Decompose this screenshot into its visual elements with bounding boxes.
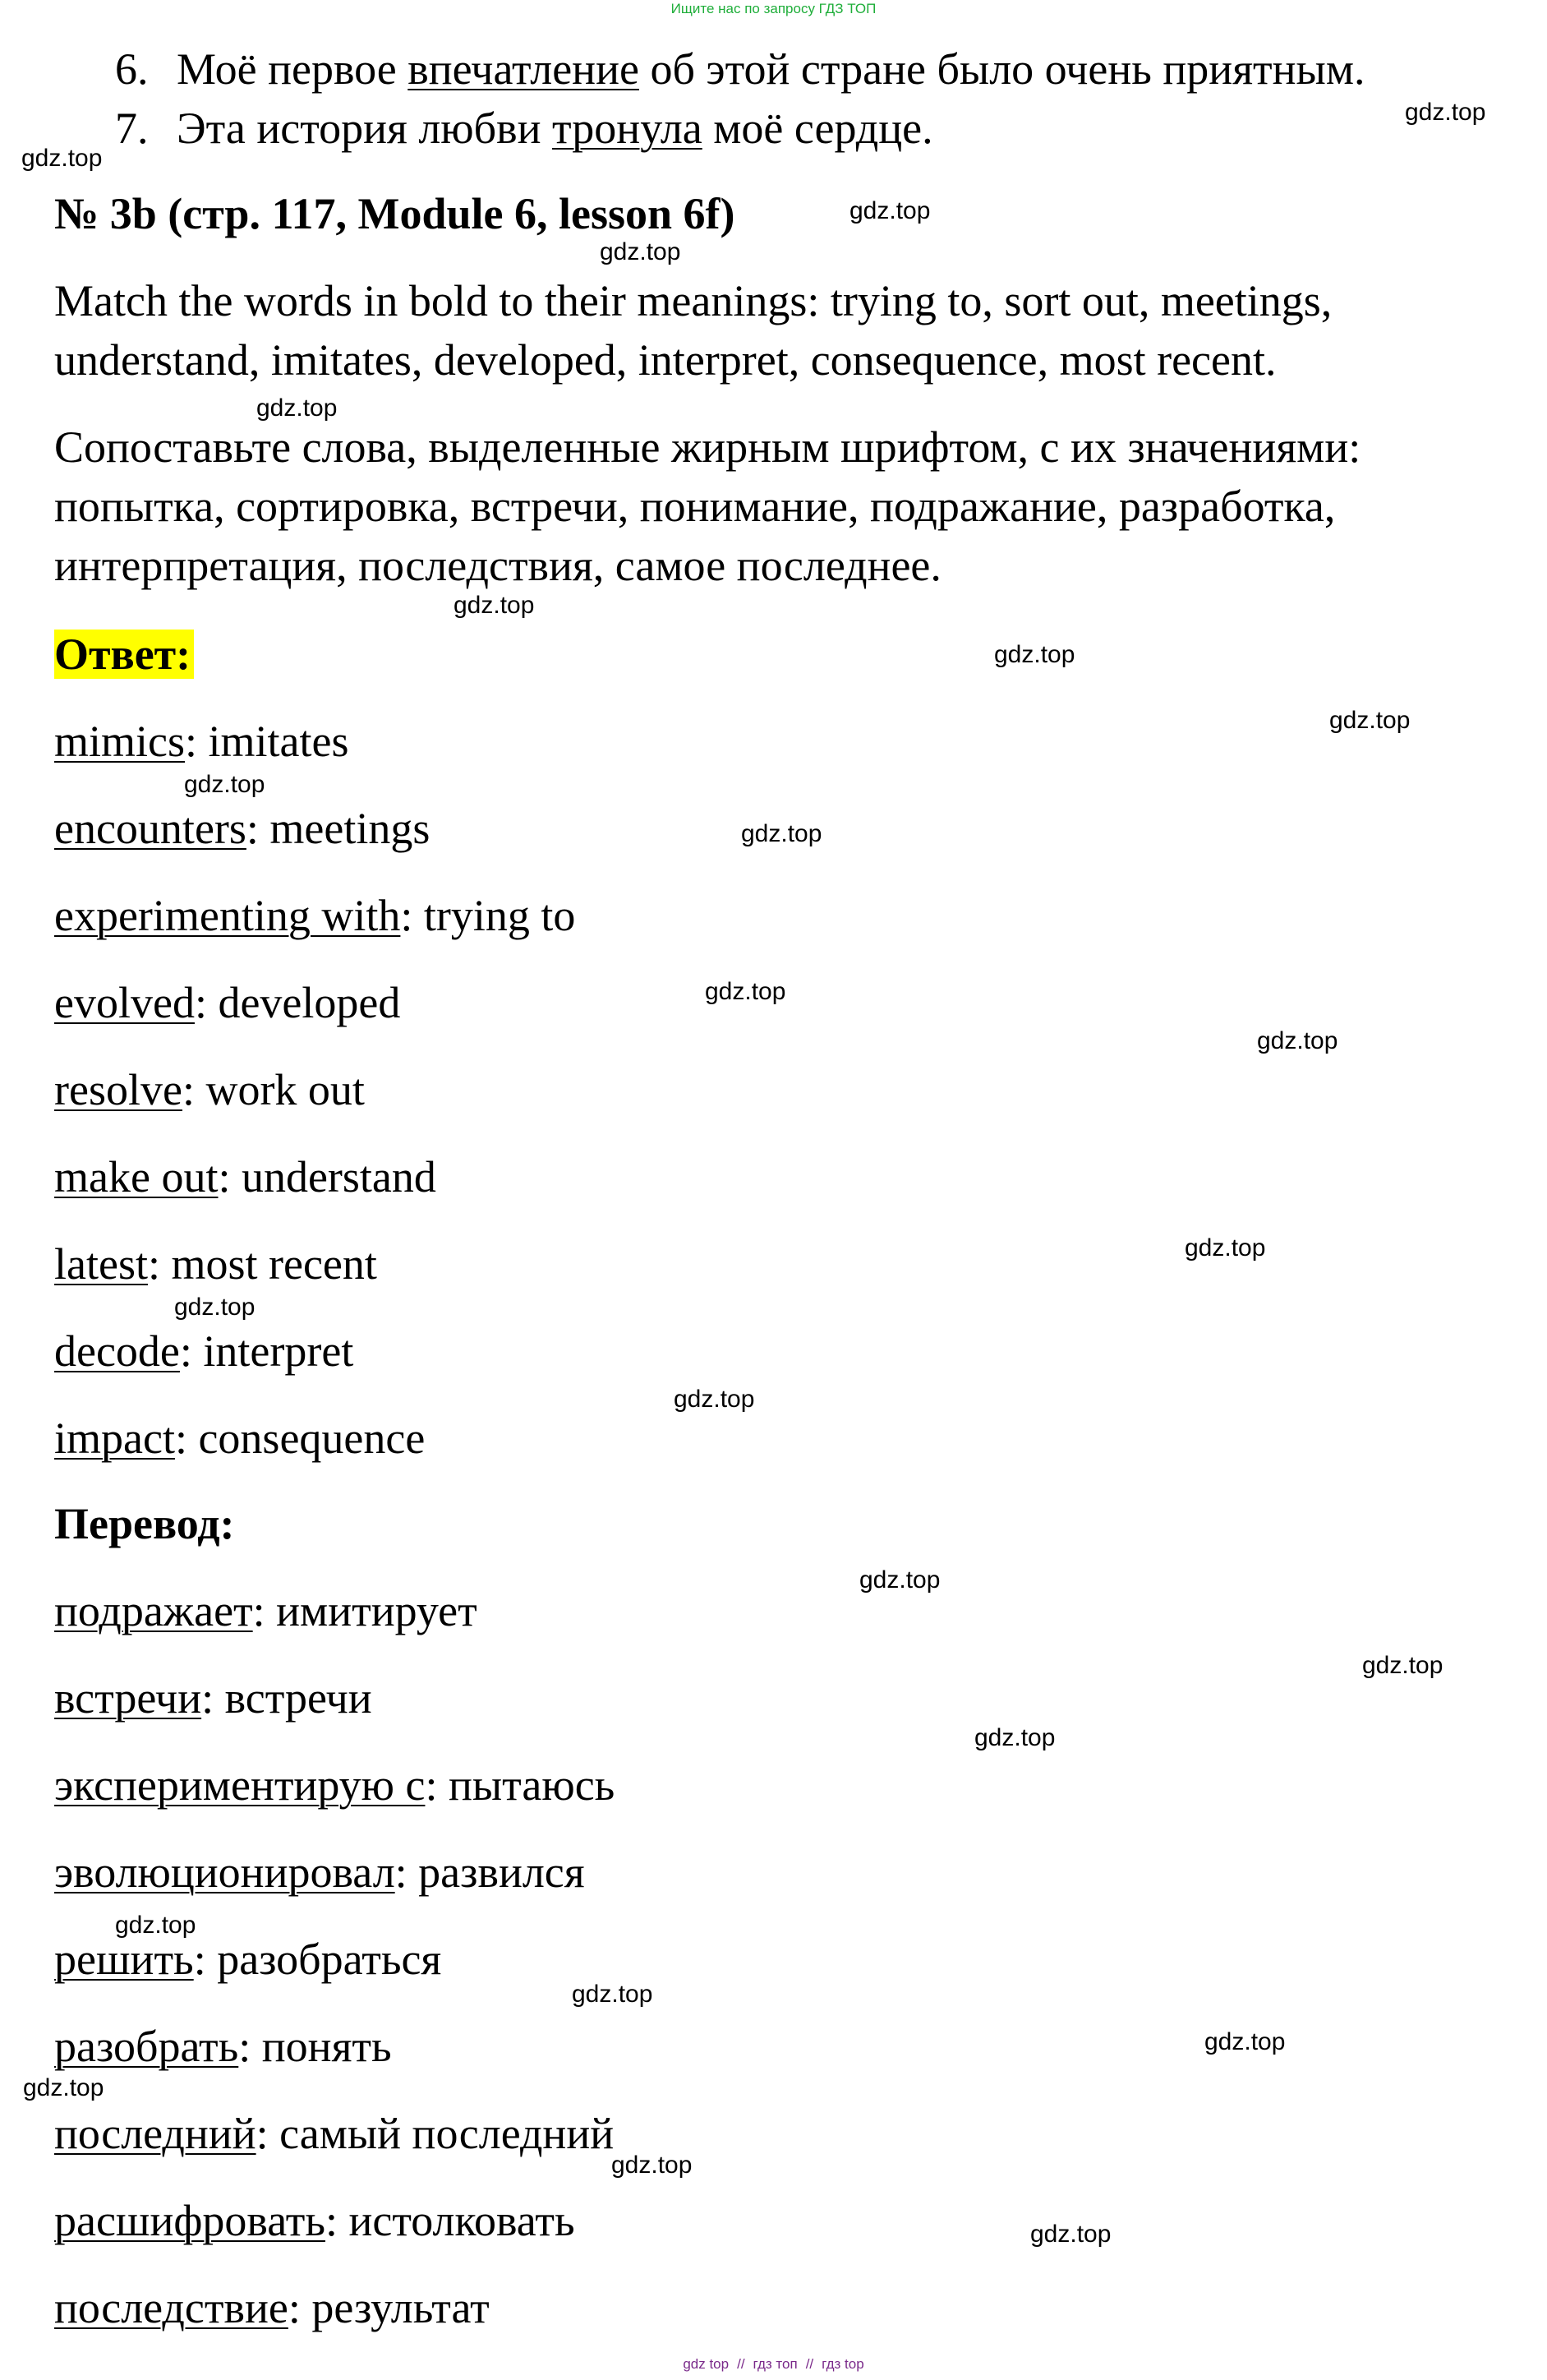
answer-meaning: : meetings [246,804,430,853]
task-heading: № 3b (стр. 117, Module 6, lesson 6f) [54,189,735,238]
translation-item [54,1672,372,1724]
sentence-number: 7. [115,104,149,153]
watermark: gdz.top [115,1912,196,1939]
translation-item [54,2107,614,2160]
answer-label: Ответ: [54,628,194,680]
translation-meaning: : разобраться [193,1935,442,1984]
underlined-word: впечатление [407,44,639,94]
watermark: gdz.top [1204,2028,1286,2055]
translation-item [54,1584,477,1637]
translation-item [54,1759,615,1811]
instruction-ru-line-1: Сопоставьте слова, выделенные жирным шрифтом, с их значениями: [54,422,1361,472]
answer-item [54,715,348,768]
translation-meaning: : истолковать [325,2196,575,2245]
watermark: gdz.top [454,592,535,619]
sentence-6: 6. Моё первое впечатление об этой стране было очень приятным. [115,44,1365,94]
underlined-word: тронула [552,104,702,153]
translation-word: разобрать [54,2022,239,2071]
answer-word: encounters [54,804,246,853]
translation-meaning: : результат [288,2283,490,2332]
watermark: gdz.top [572,1981,653,2008]
translation-meaning: : развился [394,1847,585,1897]
watermark: gdz.top [1030,2221,1112,2248]
answer-meaning: : work out [182,1065,365,1114]
answer-word: make out [54,1152,219,1202]
translation-word: встречи [54,1673,202,1723]
translation-word: последствие [54,2283,288,2332]
answer-item [54,1063,365,1116]
translation-word: экспериментирую с [54,1760,426,1810]
top-banner: Ищите нас по запросу ГДЗ ТОП [670,1,877,16]
answer-item [54,976,400,1029]
watermark: gdz.top [611,2152,693,2179]
watermark: gdz.top [1185,1234,1266,1261]
instruction-ru-line-3: интерпретация, последствия, самое последнее. [54,541,942,590]
translation-meaning: : пытаюсь [425,1760,615,1810]
translation-label: Перевод: [54,1499,235,1548]
answer-meaning: : imitates [185,717,349,766]
watermark: gdz.top [859,1566,941,1594]
translation-item [54,1933,441,1986]
instruction-en-line-2: understand, imitates, developed, interpret, consequence, most recent. [54,335,1277,385]
translation-meaning: : понять [238,2022,392,2071]
sentence-number: 6. [115,44,149,94]
answer-word: evolved [54,978,195,1027]
answer-meaning: : most recent [147,1239,377,1289]
answer-word: experimenting with [54,891,401,940]
bottom-banner: gdz top // гдз топ // гдз top [683,2356,864,2372]
answer-word: decode [54,1326,180,1376]
answer-word: mimics [54,717,185,766]
translation-item [54,2020,392,2073]
watermark: gdz.top [600,238,681,265]
answer-item [54,802,430,855]
answer-meaning: : trying to [400,891,576,940]
watermark: gdz.top [1257,1027,1338,1054]
answer-meaning: : interpret [179,1326,354,1376]
answer-meaning: : developed [194,978,401,1027]
answer-item [54,1325,353,1377]
watermark: gdz.top [849,197,931,224]
answer-item [54,1412,425,1464]
translation-word: последний [54,2109,256,2158]
watermark: gdz.top [256,394,338,422]
translation-word: расшифровать [54,2196,325,2245]
answer-word: resolve [54,1065,182,1114]
watermark: gdz.top [741,820,822,847]
translation-meaning: : самый последний [256,2109,615,2158]
watermark: gdz.top [705,978,786,1005]
answer-item [54,1238,377,1290]
watermark: gdz.top [674,1386,755,1413]
translation-word: подражает [54,1586,253,1635]
watermark: gdz.top [1362,1652,1443,1679]
instruction-ru-line-2: попытка, сортировка, встречи, понимание, подражание, разработка, [54,482,1336,531]
answer-word: latest [54,1239,148,1289]
translation-item [54,1846,585,1898]
watermark: gdz.top [184,771,265,798]
translation-item [54,2194,575,2247]
answer-meaning: : understand [218,1152,436,1202]
translation-word: эволюционировал [54,1847,395,1897]
answer-meaning: : consequence [174,1414,426,1463]
watermark: gdz.top [994,641,1075,668]
answer-item [54,1151,436,1203]
watermark: gdz.top [23,2074,104,2101]
translation-meaning: : встречи [201,1673,372,1723]
watermark: gdz.top [1405,99,1486,126]
watermark: gdz.top [1329,707,1411,734]
watermark: gdz.top [974,1724,1056,1751]
translation-meaning: : имитирует [252,1586,477,1635]
answer-word: impact [54,1414,175,1463]
watermark: gdz.top [21,145,103,172]
answer-item [54,889,575,942]
translation-word: решить [54,1935,194,1984]
instruction-en-line-1: Match the words in bold to their meanings: trying to, sort out, meetings, [54,276,1333,325]
translation-item [54,2281,490,2334]
watermark: gdz.top [174,1294,256,1321]
sentence-7: 7. Эта история любви тронула моё сердце. [115,104,933,153]
